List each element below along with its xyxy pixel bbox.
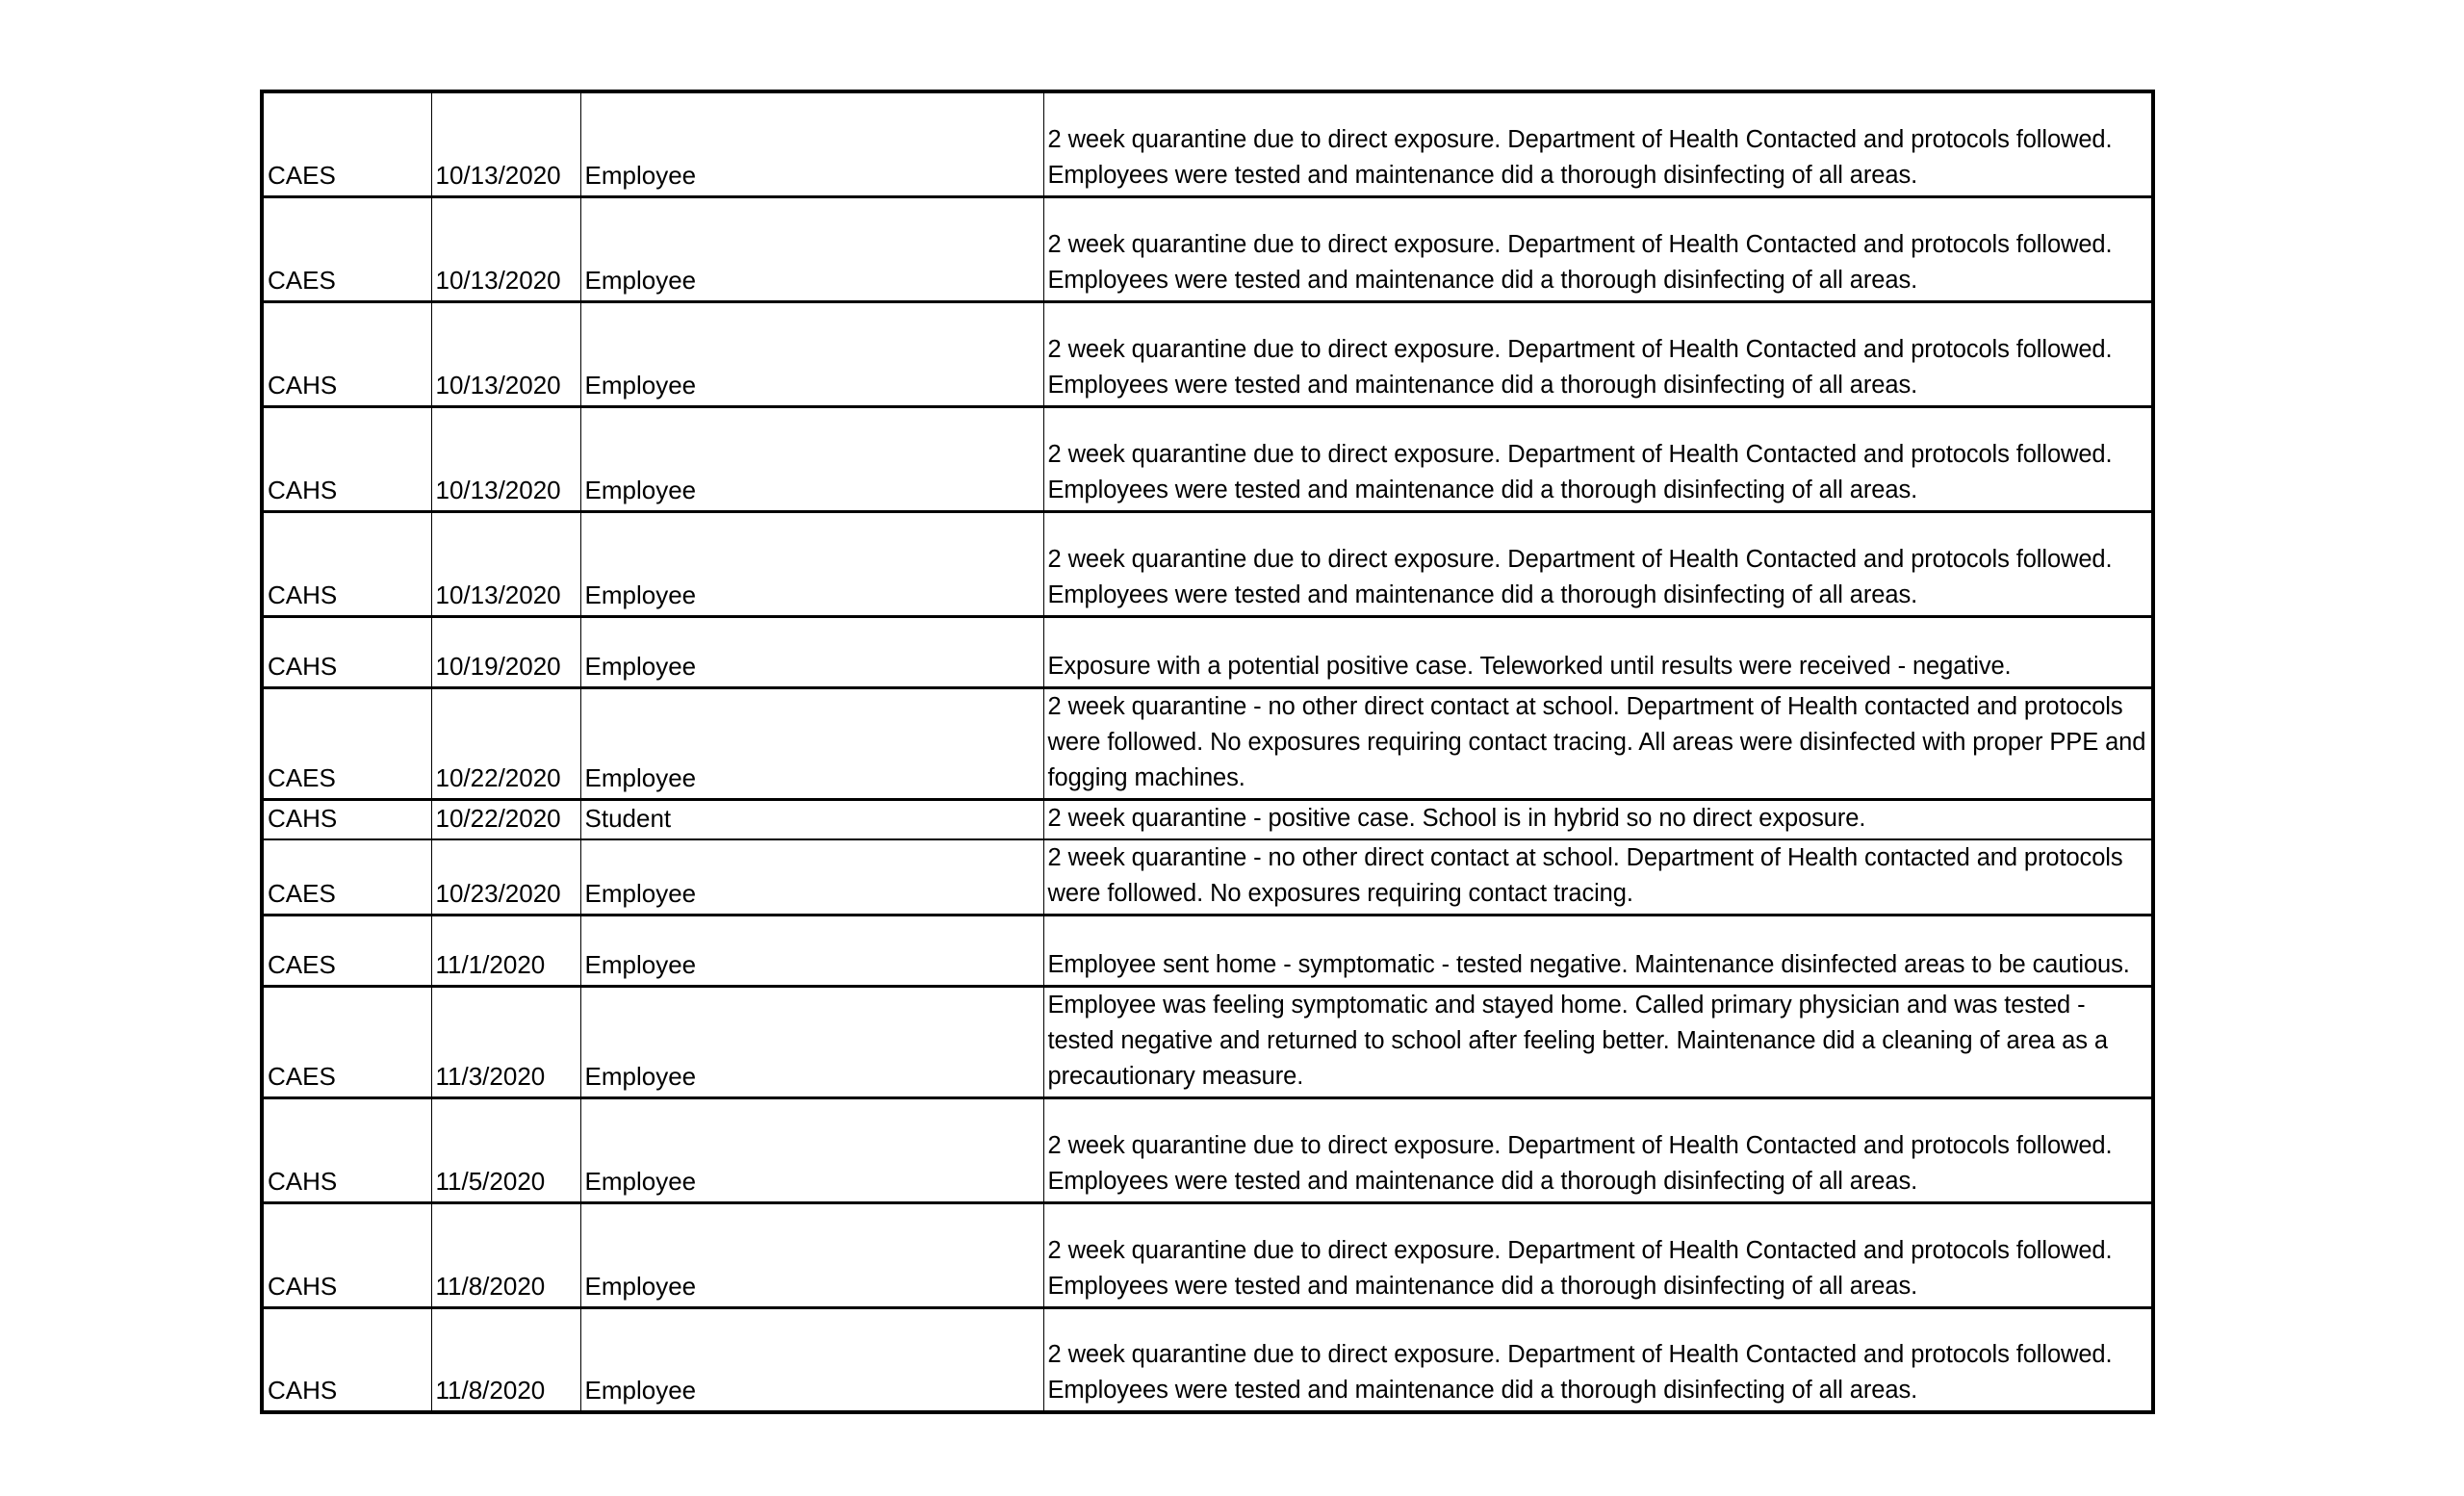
school-cell: CAES [262,915,431,986]
school-cell: CAES [262,687,431,799]
date-cell: 10/22/2020 [431,687,580,799]
table-row [262,301,2153,406]
table-row [262,511,2153,616]
notes-cell: 2 week quarantine due to direct exposure. Department of Health Contacted and protocols followed. Employees were tested and maintenance did a thorough disinfecting of all areas. [1043,91,2153,196]
role-cell: Employee [580,616,1043,687]
table-row [262,915,2153,986]
date-cell: 10/13/2020 [431,406,580,511]
school-cell: CAHS [262,616,431,687]
date-cell: 11/5/2020 [431,1097,580,1202]
school-cell: CAHS [262,301,431,406]
incident-table [260,90,2155,1414]
notes-cell: 2 week quarantine due to direct exposure. Department of Health Contacted and protocols followed. Employees were tested and maintenance did a thorough disinfecting of all areas. [1043,1097,2153,1202]
table-row [262,1202,2153,1307]
role-cell: Employee [580,687,1043,799]
role-cell: Employee [580,511,1043,616]
school-cell: CAHS [262,406,431,511]
role-cell: Employee [580,986,1043,1097]
date-cell: 11/3/2020 [431,986,580,1097]
school-cell: CAES [262,986,431,1097]
school-cell: CAHS [262,511,431,616]
date-cell: 11/8/2020 [431,1202,580,1307]
date-cell: 10/13/2020 [431,91,580,196]
school-cell: CAHS [262,1097,431,1202]
date-cell: 11/8/2020 [431,1307,580,1412]
school-cell: CAHS [262,1307,431,1412]
notes-cell: 2 week quarantine - no other direct contact at school. Department of Health contacted and protocols were followed. No exposures requiring contact tracing. [1043,839,2153,916]
notes-cell: 2 week quarantine due to direct exposure. Department of Health Contacted and protocols followed. Employees were tested and maintenance did a thorough disinfecting of all areas. [1043,511,2153,616]
role-cell: Employee [580,91,1043,196]
date-cell: 11/1/2020 [431,915,580,986]
notes-cell: 2 week quarantine due to direct exposure. Department of Health Contacted and protocols followed. Employees were tested and maintenance did a thorough disinfecting of all areas. [1043,406,2153,511]
date-cell: 10/13/2020 [431,511,580,616]
notes-cell: 2 week quarantine - positive case. School is in hybrid so no direct exposure. [1043,799,2153,839]
notes-cell: Employee sent home - symptomatic - tested negative. Maintenance disinfected areas to be cautious. [1043,915,2153,986]
date-cell: 10/13/2020 [431,301,580,406]
role-cell: Employee [580,406,1043,511]
role-cell: Employee [580,196,1043,301]
table-row [262,839,2153,916]
table-row [262,196,2153,301]
date-cell: 10/13/2020 [431,196,580,301]
school-cell: CAHS [262,1202,431,1307]
table-row [262,1097,2153,1202]
notes-cell: 2 week quarantine - no other direct contact at school. Department of Health contacted and protocols were followed. No exposures requiring contact tracing. All areas were disinfected with proper PPE and fogging machines. [1043,687,2153,799]
notes-cell: 2 week quarantine due to direct exposure. Department of Health Contacted and protocols followed. Employees were tested and maintenance did a thorough disinfecting of all areas. [1043,1202,2153,1307]
notes-cell: 2 week quarantine due to direct exposure. Department of Health Contacted and protocols followed. Employees were tested and maintenance did a thorough disinfecting of all areas. [1043,196,2153,301]
role-cell: Employee [580,1307,1043,1412]
date-cell: 10/23/2020 [431,839,580,916]
role-cell: Student [580,799,1043,839]
table-row [262,986,2153,1097]
table-row [262,616,2153,687]
role-cell: Employee [580,915,1043,986]
table-row [262,687,2153,799]
role-cell: Employee [580,301,1043,406]
notes-cell: Exposure with a potential positive case. Teleworked until results were received - negative. [1043,616,2153,687]
notes-cell: 2 week quarantine due to direct exposure. Department of Health Contacted and protocols followed. Employees were tested and maintenance did a thorough disinfecting of all areas. [1043,1307,2153,1412]
school-cell: CAES [262,91,431,196]
school-cell: CAES [262,839,431,916]
table-row [262,91,2153,196]
date-cell: 10/22/2020 [431,799,580,839]
role-cell: Employee [580,1202,1043,1307]
role-cell: Employee [580,1097,1043,1202]
date-cell: 10/19/2020 [431,616,580,687]
table-row [262,406,2153,511]
table-row [262,799,2153,839]
school-cell: CAES [262,196,431,301]
school-cell: CAHS [262,799,431,839]
role-cell: Employee [580,839,1043,916]
notes-cell: 2 week quarantine due to direct exposure. Department of Health Contacted and protocols followed. Employees were tested and maintenance did a thorough disinfecting of all areas. [1043,301,2153,406]
table-row [262,1307,2153,1412]
notes-cell: Employee was feeling symptomatic and stayed home. Called primary physician and was tested - tested negative and returned to school after feeling better. Maintenance did a cleaning of area as a precautionary measure. [1043,986,2153,1097]
